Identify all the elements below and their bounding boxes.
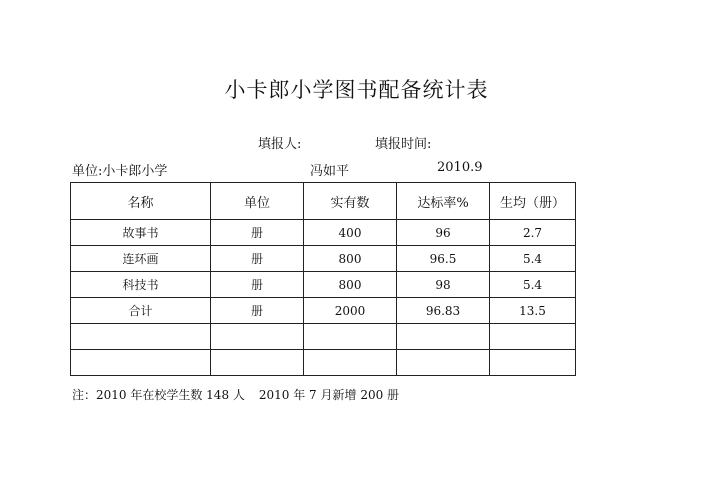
cell-name: 合计 <box>71 298 211 324</box>
cell-per-student: 5.4 <box>490 246 576 272</box>
cell-unit: 册 <box>211 246 304 272</box>
fill-time-label: 填报时间: <box>375 137 432 152</box>
cell-count: 800 <box>304 246 397 272</box>
cell-name: 故事书 <box>71 220 211 246</box>
cell-empty <box>71 324 211 350</box>
cell-unit: 册 <box>211 272 304 298</box>
cell-rate: 96 <box>397 220 490 246</box>
cell-per-student: 5.4 <box>490 272 576 298</box>
table-row-total <box>71 298 576 324</box>
cell-per-student: 2.7 <box>490 220 576 246</box>
book-stats-table <box>70 182 576 376</box>
cell-count: 800 <box>304 272 397 298</box>
table-row <box>71 272 576 298</box>
cell-empty <box>490 324 576 350</box>
column-header-per-student: 生均（册） <box>490 183 576 220</box>
cell-empty <box>71 350 211 376</box>
column-header-unit: 单位 <box>211 183 304 220</box>
footnote <box>72 386 399 403</box>
cell-empty <box>397 350 490 376</box>
table-header-row <box>71 183 576 220</box>
footnote-new-books: 2010 年 7 月新增 200 册 <box>258 388 400 402</box>
table-row <box>71 220 576 246</box>
cell-rate: 96.5 <box>397 246 490 272</box>
page-title: 小卡郎小学图书配备统计表 <box>224 78 489 102</box>
table-row-empty <box>71 350 576 376</box>
cell-name: 连环画 <box>71 246 211 272</box>
cell-count: 400 <box>304 220 397 246</box>
cell-empty <box>304 324 397 350</box>
cell-rate: 98 <box>397 272 490 298</box>
cell-unit: 册 <box>211 298 304 324</box>
cell-empty <box>304 350 397 376</box>
filler-label: 填报人: <box>258 137 302 152</box>
unit-label: 单位:小卡郎小学 <box>72 164 168 179</box>
cell-rate: 96.83 <box>397 298 490 324</box>
report-date: 2010.9 <box>437 160 483 175</box>
cell-empty <box>211 350 304 376</box>
cell-name: 科技书 <box>71 272 211 298</box>
reporter-name: 冯如平 <box>310 164 350 179</box>
cell-empty <box>211 324 304 350</box>
table-row <box>71 246 576 272</box>
cell-empty <box>490 350 576 376</box>
column-header-count: 实有数 <box>304 183 397 220</box>
column-header-name: 名称 <box>71 183 211 220</box>
cell-unit: 册 <box>211 220 304 246</box>
column-header-rate: 达标率% <box>397 183 490 220</box>
cell-count: 2000 <box>304 298 397 324</box>
cell-per-student: 13.5 <box>490 298 576 324</box>
footnote-students: 注：2010 年在校学生数 148 人 <box>72 388 245 402</box>
cell-empty <box>397 324 490 350</box>
table-row-empty <box>71 324 576 350</box>
